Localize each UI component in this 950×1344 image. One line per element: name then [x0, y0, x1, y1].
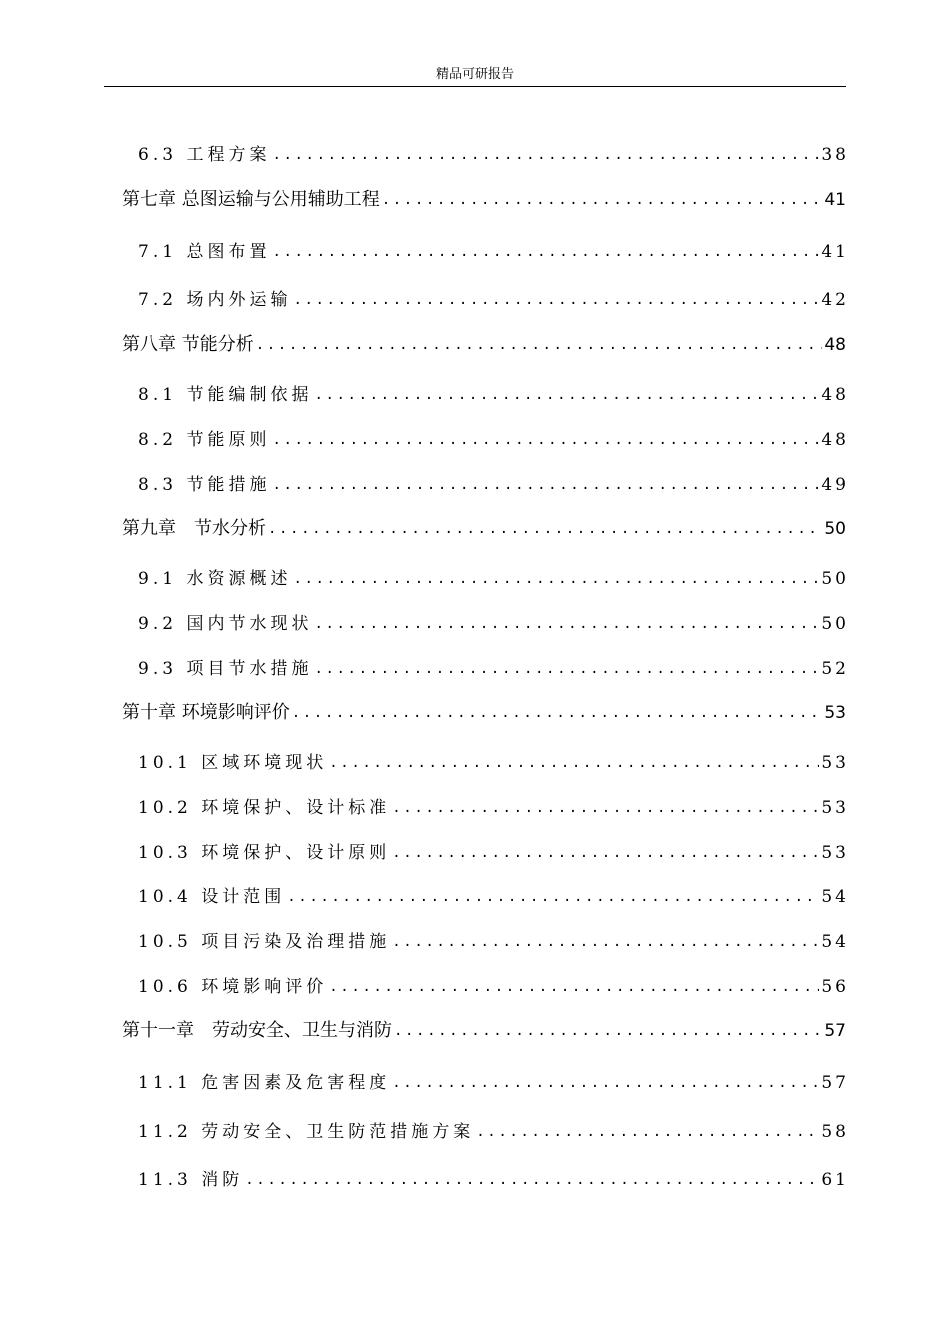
toc-entry-8-2[interactable]	[138, 425, 849, 451]
toc-entry-9-2[interactable]	[138, 609, 849, 635]
toc-entry-label: 8.2 节能原则	[138, 430, 271, 450]
toc-entry-10-1[interactable]	[138, 748, 849, 774]
toc-dot-leader	[290, 702, 823, 724]
toc-entry-7-1[interactable]	[138, 237, 849, 263]
toc-dot-leader	[270, 474, 819, 496]
toc-entry-chapter-9[interactable]	[122, 514, 846, 540]
toc-entry-11-2[interactable]	[138, 1117, 849, 1143]
toc-page-number: 54	[821, 932, 849, 952]
toc-page-number: 58	[821, 1122, 849, 1142]
toc-dot-leader	[291, 289, 819, 311]
toc-dot-leader	[291, 568, 819, 590]
toc-page-number: 41	[824, 190, 846, 210]
toc-page-number: 61	[821, 1170, 849, 1190]
toc-page-number: 38	[821, 145, 849, 165]
toc-page-number: 48	[824, 335, 846, 355]
toc-entry-label: 8.1 节能编制依据	[138, 385, 313, 405]
toc-entry-label: 11.1 危害因素及危害程度	[138, 1073, 391, 1093]
toc-dot-leader	[270, 144, 819, 166]
toc-page-number: 50	[824, 519, 846, 539]
toc-entry-7-2[interactable]	[138, 285, 849, 311]
toc-dot-leader	[390, 842, 819, 864]
toc-entry-label: 9.2 国内节水现状	[138, 614, 313, 634]
toc-page-number: 49	[821, 475, 849, 495]
toc-entry-10-2[interactable]	[138, 793, 849, 819]
toc-entry-label: 6.3 工程方案	[138, 145, 271, 165]
toc-dot-leader	[390, 931, 819, 953]
toc-dot-leader	[390, 797, 819, 819]
toc-entry-chapter-7[interactable]	[122, 185, 846, 211]
toc-entry-8-3[interactable]	[138, 470, 849, 496]
toc-page-number: 57	[821, 1073, 849, 1093]
toc-page-number: 53	[821, 753, 849, 773]
toc-dot-leader	[312, 658, 819, 680]
toc-entry-label: 10.3 环境保护、设计原则	[138, 843, 391, 863]
toc-dot-leader	[266, 518, 822, 540]
toc-entry-11-3[interactable]	[138, 1165, 849, 1191]
toc-page-number: 48	[821, 385, 849, 405]
toc-entry-9-3[interactable]	[138, 654, 849, 680]
toc-entry-10-3[interactable]	[138, 838, 849, 864]
toc-dot-leader	[380, 189, 823, 211]
toc-dot-leader	[254, 334, 823, 356]
toc-page-number: 53	[821, 798, 849, 818]
toc-entry-6-3[interactable]	[138, 140, 849, 166]
toc-dot-leader	[312, 384, 819, 406]
toc-entry-label: 8.3 节能措施	[138, 475, 271, 495]
toc-dot-leader	[474, 1121, 819, 1143]
toc-entry-label: 10.6 环境影响评价	[138, 977, 328, 997]
page-header-title: 精品可研报告	[435, 67, 514, 82]
toc-dot-leader	[392, 1020, 822, 1042]
toc-entry-label: 第九章 节水分析	[122, 518, 266, 539]
toc-entry-10-6[interactable]	[138, 972, 849, 998]
toc-page-number: 53	[821, 843, 849, 863]
toc-entry-11-1[interactable]	[138, 1068, 849, 1094]
toc-entry-label: 7.2 场内外运输	[138, 290, 292, 310]
toc-entry-label: 第十一章 劳动安全、卫生与消防	[122, 1020, 392, 1041]
toc-dot-leader	[270, 241, 819, 263]
toc-entry-label: 9.3 项目节水措施	[138, 659, 313, 679]
toc-dot-leader	[312, 613, 819, 635]
toc-page-number: 52	[821, 659, 849, 679]
toc-entry-label: 10.2 环境保护、设计标准	[138, 798, 391, 818]
toc-page-number: 48	[821, 430, 849, 450]
toc-entry-label: 11.3 消防	[138, 1170, 244, 1190]
toc-page-number: 53	[824, 703, 846, 723]
toc-page-number: 41	[821, 242, 849, 262]
toc-entry-9-1[interactable]	[138, 564, 849, 590]
toc-dot-leader	[327, 752, 819, 774]
toc-dot-leader	[327, 976, 819, 998]
toc-page-number: 57	[824, 1021, 846, 1041]
toc-entry-label: 第十章 环境影响评价	[122, 702, 290, 723]
toc-entry-chapter-8[interactable]	[122, 330, 846, 356]
toc-dot-leader	[285, 886, 819, 908]
toc-dot-leader	[390, 1072, 819, 1094]
toc-entry-label: 第七章 总图运输与公用辅助工程	[122, 189, 380, 210]
toc-entry-chapter-11[interactable]	[122, 1016, 846, 1042]
toc-entry-chapter-10[interactable]	[122, 698, 846, 724]
toc-page-number: 42	[821, 290, 849, 310]
toc-dot-leader	[270, 429, 819, 451]
toc-entry-label: 9.1 水资源概述	[138, 569, 292, 589]
toc-entry-8-1[interactable]	[138, 380, 849, 406]
toc-page-number: 50	[821, 569, 849, 589]
toc-page-number: 50	[821, 614, 849, 634]
toc-page-number: 54	[821, 887, 849, 907]
toc-entry-label: 10.4 设计范围	[138, 887, 286, 907]
toc-entry-10-4[interactable]	[138, 882, 849, 908]
toc-dot-leader	[243, 1169, 819, 1191]
toc-entry-label: 7.1 总图布置	[138, 242, 271, 262]
toc-page-number: 56	[821, 977, 849, 997]
toc-entry-label: 10.1 区域环境现状	[138, 753, 328, 773]
toc-entry-label: 11.2 劳动安全、卫生防范措施方案	[138, 1122, 475, 1142]
toc-entry-label: 第八章 节能分析	[122, 334, 254, 355]
toc-entry-label: 10.5 项目污染及治理措施	[138, 932, 391, 952]
toc-entry-10-5[interactable]	[138, 927, 849, 953]
